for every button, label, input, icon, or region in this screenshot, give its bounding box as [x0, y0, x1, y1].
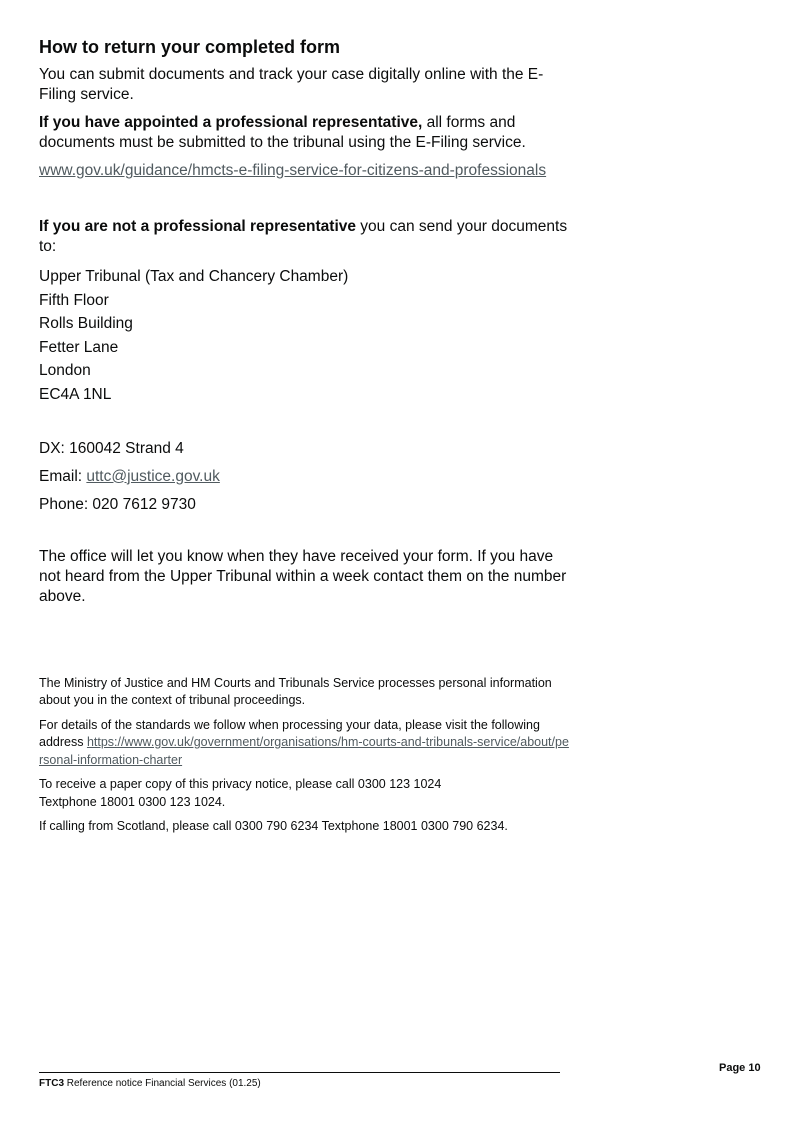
privacy-p4: If calling from Scotland, please call 0300 790 6234 Textphone 18001 0300 790 6234. [39, 819, 508, 834]
address-line: Upper Tribunal (Tax and Chancery Chamber) [39, 268, 349, 285]
address-line: Rolls Building [39, 315, 133, 333]
phone-line: Phone: 020 7612 9730 [39, 495, 196, 513]
dx-number: DX: 160042 Strand 4 [39, 439, 184, 457]
privacy-p3-line1: To receive a paper copy of this privacy notice, please call 0300 123 1024 [39, 777, 442, 792]
prof-rep-rest: all forms and documents must be submitted to the tribunal using the E-Filing service. [39, 114, 526, 151]
privacy-p1: The Ministry of Justice and HM Courts and Tribunals Service processes personal information about you in the context of tribunal proceedings. [39, 675, 552, 708]
prof-rep-bold: If you have appointed a professional representative, [39, 114, 423, 131]
notice-text: The office will let you know when they have received your form. If you have not heard from the Upper Tribunal within a week contact them on the number above. [39, 547, 567, 605]
form-title: Reference notice Financial Services (01.25) [64, 1078, 261, 1089]
non-prof-rest: you can send your documents to: [39, 218, 568, 255]
email-link[interactable]: uttc@justice.gov.uk [86, 467, 220, 485]
non-prof-paragraph [39, 217, 569, 257]
postal-address [39, 265, 569, 407]
address-line: EC4A 1NL [39, 385, 112, 403]
address-line: Fifth Floor [39, 291, 109, 309]
footer-reference [39, 1077, 261, 1091]
privacy-p2-text: For details of the standards we follow when processing your data, please visit the following address [39, 717, 540, 750]
privacy-charter-link[interactable]: https://www.gov.uk/government/organisations/hm-courts-and-tribunals-service/about/personal-information-charter [39, 735, 569, 767]
footer-divider [39, 1072, 560, 1073]
email-label: Email: [39, 467, 87, 485]
privacy-notice [39, 675, 569, 836]
address-line: Fetter Lane [39, 338, 119, 356]
privacy-p2 [39, 717, 569, 770]
form-code: FTC3 [39, 1078, 64, 1089]
intro-text: You can submit documents and track your case digitally online with the E-Filing service. [39, 66, 544, 103]
privacy-p3-line2: Textphone 18001 0300 123 1024. [39, 794, 226, 809]
main-content [39, 36, 569, 836]
address-line: London [39, 362, 91, 380]
privacy-p3 [39, 776, 569, 811]
section-heading: How to return your completed form [39, 37, 341, 57]
efiling-link[interactable]: www.gov.uk/guidance/hmcts-e-filing-service-for-citizens-and-professionals [39, 162, 547, 179]
email-line [39, 467, 569, 487]
efiling-paragraph [39, 161, 569, 181]
prof-rep-paragraph [39, 113, 569, 153]
page-number: Page 10 [719, 1062, 761, 1074]
non-prof-bold: If you are not a professional representative [39, 218, 356, 235]
